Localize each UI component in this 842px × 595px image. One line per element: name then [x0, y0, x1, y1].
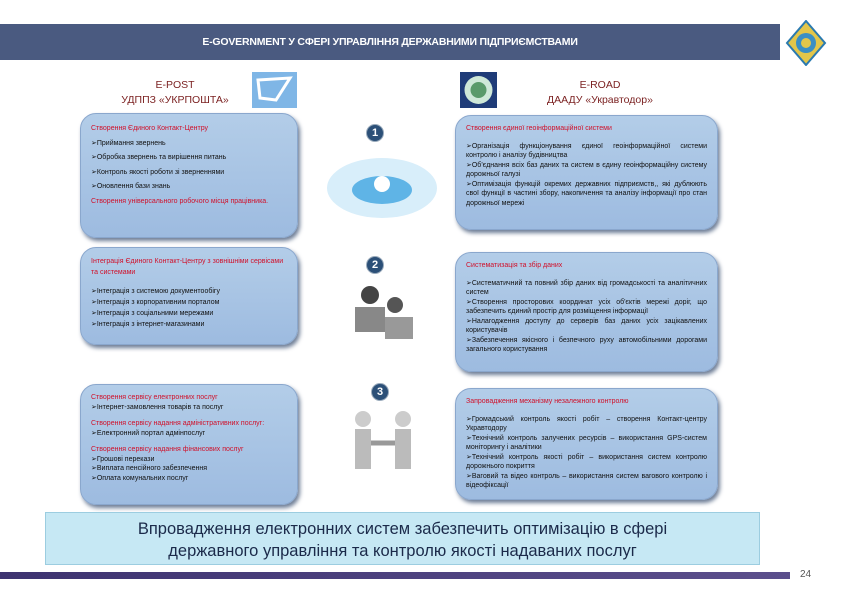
box-bullet: ➢Ваговий та відео контроль – використання систем вагового контролю і відеофіксації: [466, 472, 707, 489]
handshake-illustration-icon: [345, 405, 420, 475]
epost-services-box: [80, 384, 298, 505]
epost-title: E-POST: [155, 79, 195, 91]
emblem-icon: [785, 20, 827, 66]
box-heading: Запровадження механізму незалежного контролю: [466, 398, 629, 405]
banner-line-1: Впровадження електронних систем забезпечить оптимізацію в сфері: [137, 520, 668, 538]
footer-bar: [0, 572, 790, 579]
box-bullet: ➢Електронний портал адмінпослуг: [91, 429, 206, 437]
banner-line-2: державного управління та контролю якості надаваних послуг: [168, 542, 637, 560]
box-bullet: ➢Інтернет-замовлення товарів та послуг: [91, 403, 224, 411]
box-bullet: ➢Технічний контроль залучених ресурсів – використання GPS-систем моніторингу і аналітики: [466, 434, 707, 451]
box-heading: Інтеграція Єдиного Контакт-Центру з зовнішніми сервісами та системами: [91, 258, 284, 276]
eroad-subtitle: ДААДУ «Укравтодор»: [547, 94, 653, 106]
ukrposhta-logo-icon: [252, 72, 297, 108]
box-bullet: ➢Інтеграція з інтернет-магазинами: [91, 321, 205, 328]
box-bullet: ➢Контроль якості роботи зі зверненнями: [91, 168, 225, 176]
box-bullet: ➢Створення просторових координат усіх об'єктів мережі доріг, що забезпечить єдиний простір для розміщення інформації: [466, 298, 707, 315]
eroad-data-box: [455, 252, 718, 372]
box-bullet: ➢Організація функціонування єдиної геоінформаційної системи контролю і аналізу будівництва: [466, 142, 707, 159]
epost-contact-center-box: [80, 113, 298, 238]
page-title: E-GOVERNMENT У СФЕРІ УПРАВЛІННЯ ДЕРЖАВНИМИ ПІДПРИЄМСТВАМИ: [202, 36, 578, 48]
box-bullet: ➢Інтеграція з системою документообігу: [91, 288, 220, 295]
box-heading: Створення сервісу надання фінансових послуг: [91, 446, 244, 453]
epost-integration-box: [80, 247, 298, 345]
box-heading: Створення сервісу електронних послуг: [91, 394, 218, 401]
box-bullet: ➢Громадський контроль якості робіт – створення Контакт-центру Укравтодору: [466, 415, 707, 432]
eroad-title: E-ROAD: [579, 79, 621, 91]
eroad-heading: [515, 78, 685, 108]
box-bullet: ➢Обробка звернень та вирішення питань: [91, 154, 227, 161]
box-bullet: ➢Систематичний та повний збір даних від громадськості та аналітичних систем: [466, 279, 707, 296]
epost-heading: [95, 78, 255, 108]
page-number: 24: [800, 569, 812, 580]
box-bullet: ➢Об'єднання всіх баз даних та систем в єдину геоінформаційну систему дорожньої галузі: [466, 161, 707, 178]
step-badge-3: 3: [371, 383, 389, 401]
box-bullet: ➢Технічний контроль якості робіт – використання систем контролю дорожнього покриття: [466, 453, 707, 470]
box-heading: Створення універсального робочого місця працівника.: [91, 197, 269, 205]
box-bullet: ➢Оптимізація функцій окремих державних підприємств,, які дублюють свої функції в частині збору, накопичення та аналізу інформації про стан дорожньої мережі: [466, 180, 707, 207]
box-heading: Систематизація та збір даних: [466, 262, 563, 269]
box-bullet: ➢Оновлення бази знань: [91, 183, 171, 190]
box-bullet: ➢Інтеграція з соціальними мережами: [91, 310, 214, 317]
box-bullet: ➢Інтеграція з корпоративним порталом: [91, 299, 220, 306]
box-bullet: ➢Налагодження доступу до серверів баз даних усіх зацікавлених користувачів: [466, 317, 707, 334]
step-badge-1: 1: [366, 124, 384, 142]
box-heading: Створення єдиної геоінформаційної системи: [466, 125, 612, 132]
eroad-gis-box: [455, 115, 718, 230]
call-center-illustration-icon: [340, 275, 425, 350]
eroad-control-box: [455, 388, 718, 500]
page-header: [0, 24, 780, 60]
box-heading: Створення сервісу надання адміністративних послуг:: [91, 420, 265, 427]
epost-subtitle: УДППЗ «УКРПОШТА»: [121, 94, 229, 106]
box-bullet: ➢Забезпечення якісного і безпечного руху автомобільними дорогами загального користування: [466, 336, 707, 353]
box-heading: Створення Єдиного Контакт-Центру: [91, 125, 209, 132]
step-badge-2: 2: [366, 256, 384, 274]
box-bullet: ➢Грошові перекази: [91, 455, 155, 463]
ukravtodor-logo-icon: [460, 72, 497, 108]
box-bullet: ➢Оплата комунальних послуг: [91, 474, 189, 482]
box-bullet: ➢Приймання звернень: [91, 139, 166, 147]
box-bullet: ➢Виплата пенсійного забезпечення: [91, 465, 208, 472]
conclusion-banner: [45, 512, 760, 565]
network-illustration-icon: [322, 148, 442, 228]
